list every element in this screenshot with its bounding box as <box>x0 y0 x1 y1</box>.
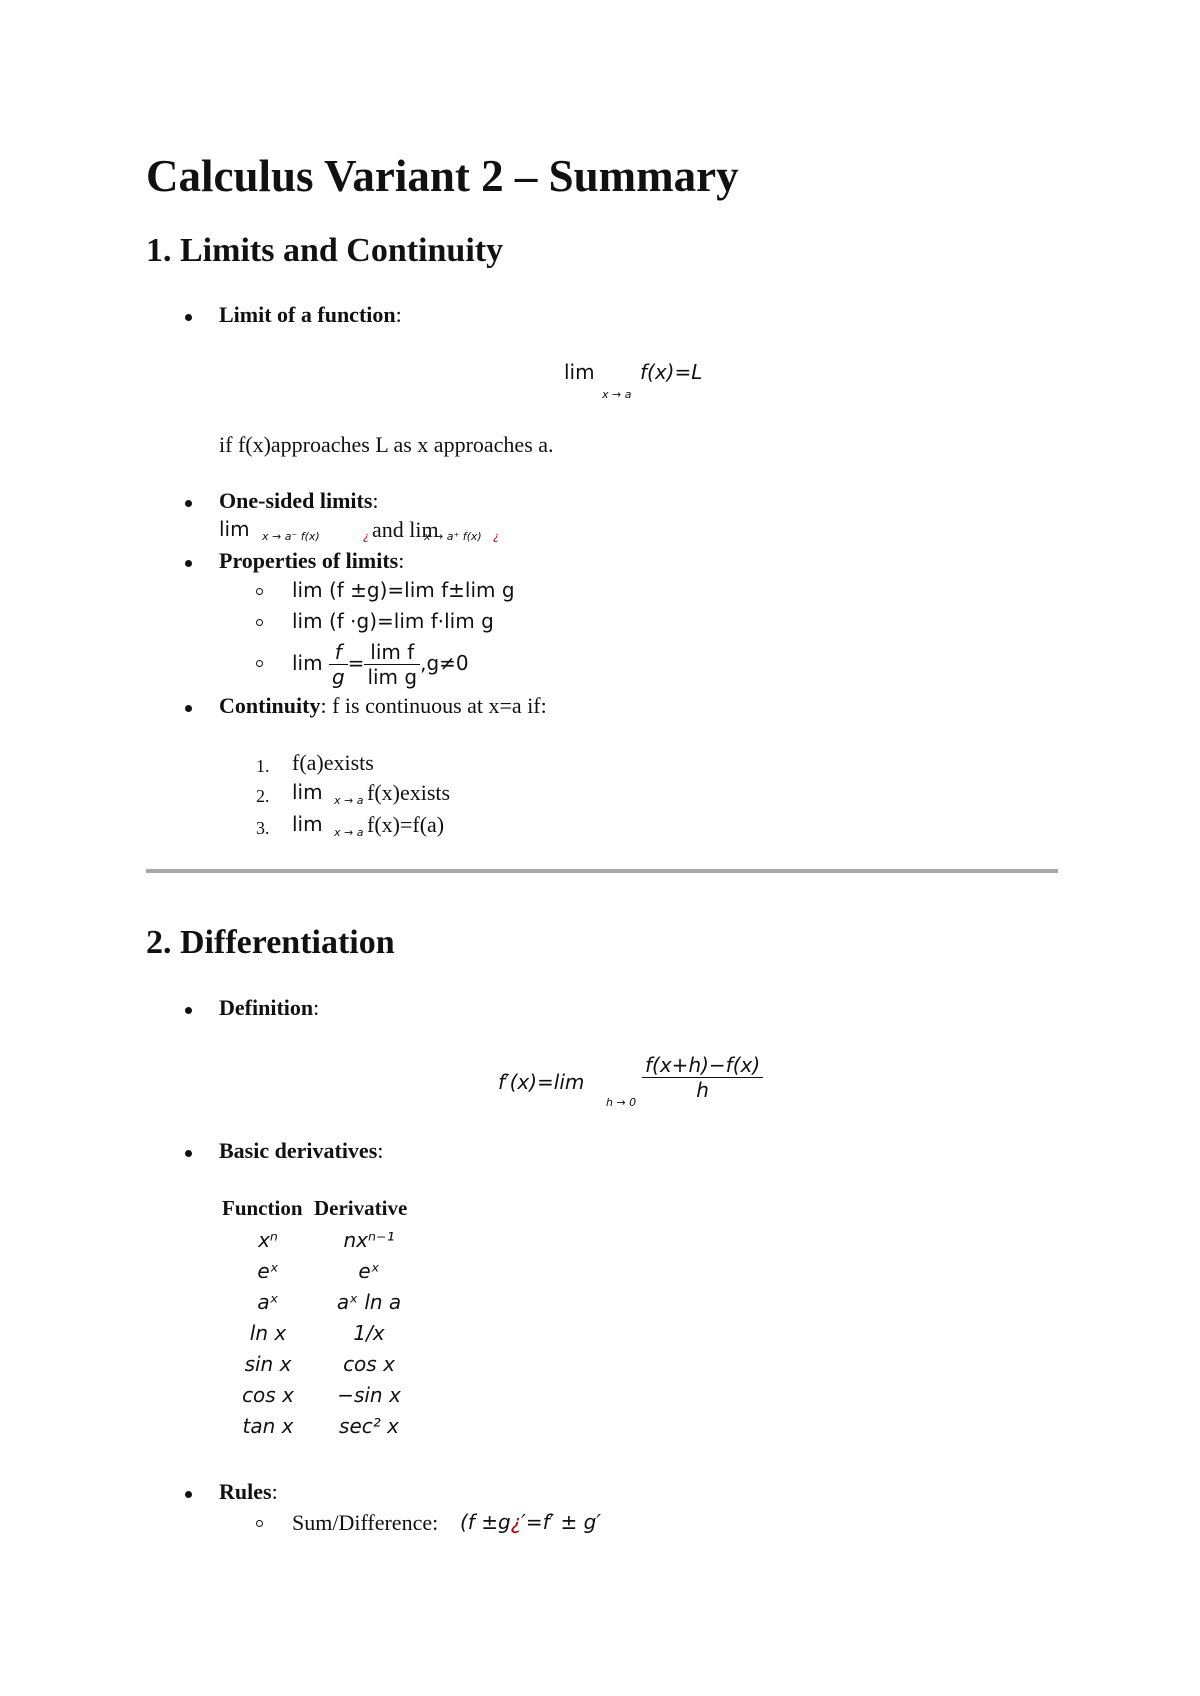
table-cell-derivative: aˣ ln a <box>336 1290 402 1314</box>
onesided-mark-left: ¿ <box>363 530 369 543</box>
condition-3-subscript: x → a <box>334 826 364 839</box>
limit-formula: lim <box>564 360 595 384</box>
rule-sum-label: Sum/Difference: <box>292 1510 439 1535</box>
limit-explanation: if f(x)approaches L as x approaches a. <box>219 432 554 457</box>
limit-label: Limit of a function: <box>219 302 402 327</box>
limit-property-sum: lim (f ±g)=lim f±lim g <box>292 578 515 602</box>
bullet-dot <box>185 1491 192 1498</box>
limit-formula-rhs: f(x)=L <box>640 360 703 384</box>
table-cell-function: xⁿ <box>258 1228 278 1252</box>
table-cell-function: aˣ <box>257 1290 279 1314</box>
table-cell-derivative: 1/x <box>353 1321 385 1345</box>
bullet-dot <box>185 500 192 507</box>
bullet-dot <box>185 1150 192 1157</box>
table-cell-function: tan x <box>242 1414 294 1438</box>
table-cell-function: sin x <box>244 1352 292 1376</box>
condition-number: 2. <box>256 786 270 806</box>
onesided-formula: lim <box>219 517 250 541</box>
table-header-function: Function <box>222 1196 303 1220</box>
table-cell-derivative: −sin x <box>337 1383 401 1407</box>
properties-label: Properties of limits: <box>219 548 405 573</box>
section-heading-differentiation: 2. Differentiation <box>146 924 395 961</box>
condition-3-rhs: f(x)=f(a) <box>367 812 445 837</box>
derivative-definition-lhs: f′(x)=lim <box>498 1070 585 1094</box>
onesided-sub-left: x → a⁻ f(x) <box>262 530 320 543</box>
sub-bullet-circle <box>256 1520 263 1527</box>
rules-label: Rules: <box>219 1479 278 1504</box>
onesided-sub-right: x → a⁺ f(x) <box>424 530 482 543</box>
bullet-dot <box>185 314 192 321</box>
quotient-fraction-1: $\frac{f}{g}$ <box>329 640 348 689</box>
onesided-label: One-sided limits: <box>219 488 379 513</box>
condition-number: 3. <box>256 818 270 838</box>
bullet-dot <box>185 705 192 712</box>
section-heading-limits: 1. Limits and Continuity <box>146 232 504 269</box>
bullet-dot <box>185 1007 192 1014</box>
continuity-condition-2: lim <box>292 780 323 804</box>
basic-derivatives-label: Basic derivatives: <box>219 1138 384 1163</box>
table-cell-function: ln x <box>249 1321 287 1345</box>
table-cell-derivative: nxⁿ⁻¹ <box>343 1228 395 1252</box>
bullet-dot <box>185 560 192 567</box>
limit-property-product: lim (f ⋅g)=lim f⋅lim g <box>292 609 494 633</box>
document-title: Calculus Variant 2 – Summary <box>146 151 739 201</box>
rule-sum-formula: (f ±g¿′=f′ ± g′ <box>460 1510 601 1534</box>
definition-label: Definition: <box>219 995 320 1020</box>
limit-formula-subscript: x → a <box>602 388 632 401</box>
continuity-label: Continuity: f is continuous at x=a if: <box>219 693 547 718</box>
condition-number: 1. <box>256 756 270 776</box>
condition-2-rhs: f(x)exists <box>367 780 451 805</box>
continuity-condition-1: f(a)exists <box>292 750 374 775</box>
derivative-definition-fraction: $\frac{f(x+h)-f(x)}{h}$ <box>642 1053 763 1102</box>
quotient-fraction-2: $\frac{\text{lim f}}{\text{lim g}}$ <box>364 640 420 689</box>
table-cell-derivative: eˣ <box>358 1259 380 1283</box>
onesided-mark-right: ¿ <box>493 530 499 543</box>
sub-bullet-circle <box>256 660 263 667</box>
derivative-definition-subscript: h → 0 <box>606 1096 637 1109</box>
table-cell-derivative: cos x <box>343 1352 395 1376</box>
horizontal-rule <box>146 869 1058 873</box>
table-header-derivative: Derivative <box>314 1196 408 1220</box>
condition-2-subscript: x → a <box>334 794 364 807</box>
table-cell-function: eˣ <box>257 1259 279 1283</box>
sub-bullet-circle <box>256 619 263 626</box>
limit-property-quotient: lim $\frac{f}{g}$ = $\frac{\text{lim f}}{\text{lim g}}$ ,g≠0 <box>292 640 469 689</box>
table-cell-function: cos x <box>242 1383 294 1407</box>
onesided-and: and lim <box>372 517 439 542</box>
continuity-condition-3: lim <box>292 812 323 836</box>
sub-bullet-circle <box>256 588 263 595</box>
table-cell-derivative: sec² x <box>339 1414 399 1438</box>
